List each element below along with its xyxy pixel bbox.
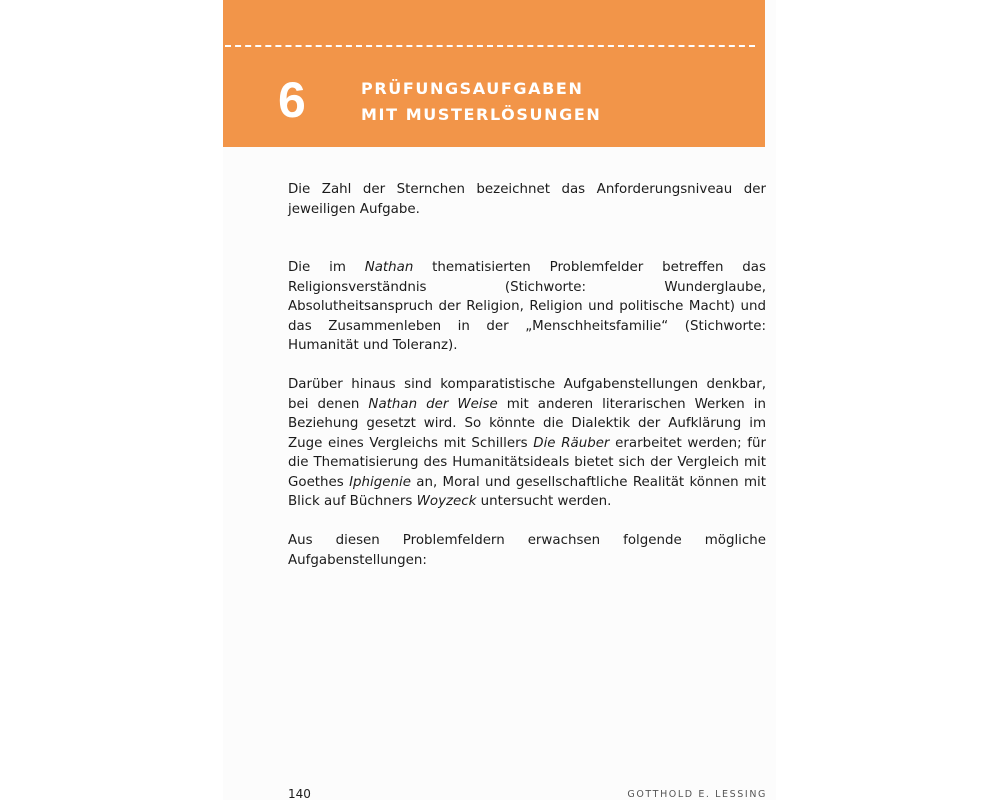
work-title: Nathan [364,260,414,275]
chapter-title-line-2: MIT MUSTERLÖSUNGEN [361,105,602,124]
paragraph-comparative [288,375,766,512]
work-title: Nathan der Weise [368,396,498,412]
text-span: Darüber hinaus sind komparatistische Aufgabenstellungen denkbar, bei denen [288,377,766,412]
text-span: an, Moral und gesellschaftliche Realität können mit Blick auf Büchners [288,474,766,509]
text-span: Die im [288,260,365,275]
text-span: thematisierten Problemfelder betreffen das Religionsverständnis (Stichworte: Wunderglaube, Absolutheitsanspruch der Religion, Religion und politische Macht) und das Zusammenleben in der „Menschheitsfamilie“ (Stichworte: Humanität und Toleranz). [288,260,766,353]
text-span: erarbeitet werden; für die Thematisierung des Humanitätsideals bietet sich der Vergleich mit Goethes [288,435,766,490]
body-text [288,180,766,570]
work-title: Iphigenie [349,474,411,490]
paragraph-problem-fields [288,258,766,356]
intro-paragraph: Die Zahl der Sternchen bezeichnet das Anforderungsniveau der jeweiligen Aufgabe. [288,182,766,217]
work-title: Die Räuber [533,435,610,451]
running-title: GOTTHOLD E. LESSING [627,789,767,800]
book-page [223,0,776,800]
text-span: untersucht werden. [476,494,612,509]
chapter-title-line-1: PRÜFUNGSAUFGABEN [361,79,584,98]
chapter-number: 6 [278,72,306,128]
text-span: mit anderen literarischen Werken in Beziehung gesetzt wird. So könnte die Dialektik der Aufklärung im Zuge eines Vergleichs mit Schillers [288,396,766,451]
chapter-title [361,76,601,128]
work-title: Woyzeck [416,494,477,509]
paragraph-tasks: Aus diesen Problemfeldern erwachsen folgende mögliche Aufgabenstellungen: [288,533,766,568]
chapter-header [223,0,765,147]
dashed-divider [225,45,755,47]
page-number: 140 [288,787,311,800]
